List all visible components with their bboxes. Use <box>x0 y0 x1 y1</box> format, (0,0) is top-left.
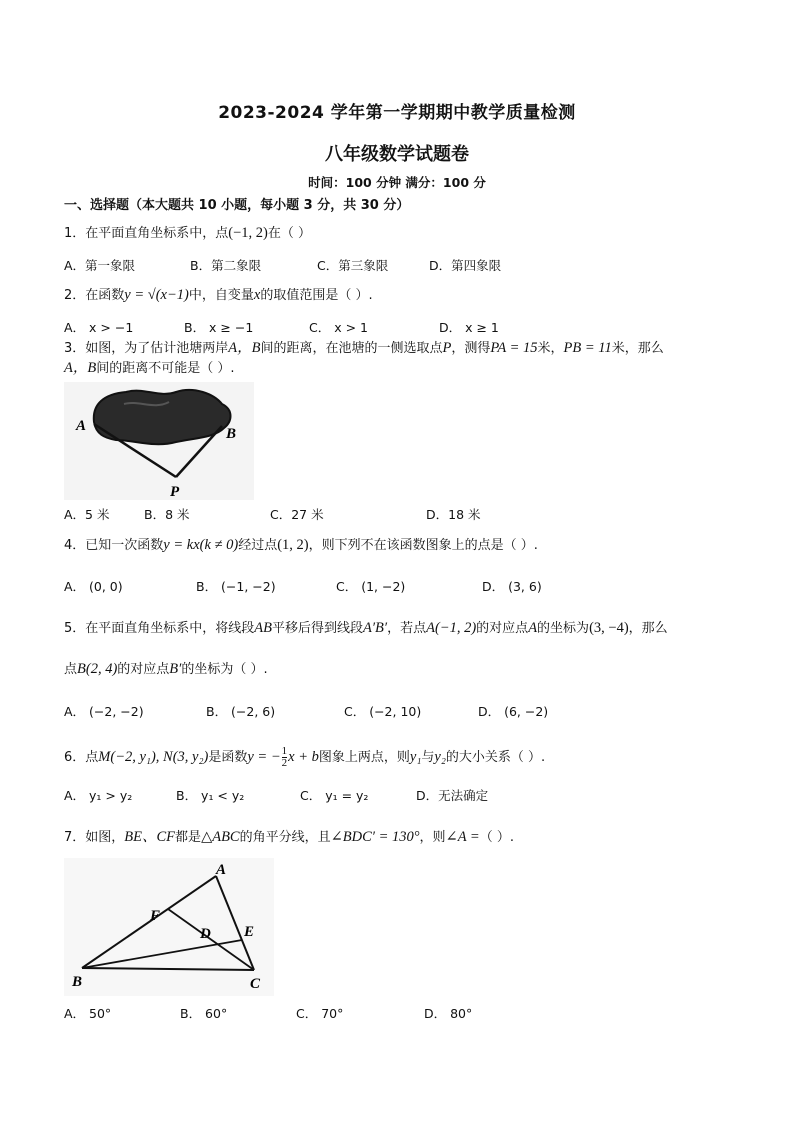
triangle-figure <box>64 858 274 996</box>
math-var: y₁ <box>409 749 422 765</box>
option-a[interactable]: A．5 米 <box>64 507 110 522</box>
question-5-line-1 <box>64 618 668 639</box>
question-text: 在平面直角坐标系中，点 <box>85 226 229 241</box>
question-3-line-2 <box>64 358 234 379</box>
question-4-options <box>64 577 744 597</box>
question-number: 6． <box>64 750 86 765</box>
option-d[interactable]: D．无法确定 <box>416 788 489 803</box>
question-text: 的对应点 <box>117 662 170 677</box>
math-point: (1, 2) <box>277 537 309 553</box>
option-b[interactable]: B． (−1, −2) <box>196 579 276 594</box>
math-formula: PB = 11 <box>563 340 612 356</box>
math-point: M(−2, y₁), N(3, y₂) <box>98 749 209 765</box>
question-5-line-2 <box>64 659 268 680</box>
math-var: A′B′ <box>363 620 388 636</box>
question-text: 在平面直角坐标系中，将线段 <box>85 621 255 636</box>
option-a[interactable]: A． y₁ > y₂ <box>64 788 133 803</box>
math-formula: ∠A = <box>445 829 480 845</box>
option-a[interactable]: A． (−2, −2) <box>64 704 144 719</box>
question-text: ，若点 <box>387 621 427 636</box>
option-c[interactable]: C． y₁ = y₂ <box>300 788 369 803</box>
option-d[interactable]: D． 80° <box>424 1006 473 1021</box>
math-formula: PA = 15 <box>490 340 538 356</box>
question-1-options <box>64 256 744 276</box>
math-point: B(2, 4) <box>77 661 118 677</box>
math-var: A <box>528 620 538 636</box>
math-formula: ∠BDC′ = 130° <box>330 829 420 845</box>
math-formula: y = − <box>247 749 281 765</box>
question-text: 间的距离不可能是（ ）. <box>96 361 235 376</box>
question-text: 在（ ） <box>267 226 312 241</box>
question-text: 米， <box>537 341 564 356</box>
question-number: 3． <box>64 341 86 356</box>
math-formula: y = √(x−1) <box>124 287 189 303</box>
question-text: 的对应点 <box>476 621 529 636</box>
label-e: E <box>244 924 255 940</box>
exam-meta: 时间：100 分钟 满分：100 分 <box>308 175 486 190</box>
math-var: B′ <box>169 661 182 677</box>
question-number: 2． <box>64 288 86 303</box>
section-heading: 一、选择题（本大题共 10 小题，每小题 3 分，共 30 分） <box>64 198 410 213</box>
option-c[interactable]: C．第三象限 <box>317 258 389 273</box>
option-c[interactable]: C．27 米 <box>270 507 324 522</box>
question-2 <box>64 285 373 306</box>
question-text: 的坐标为 <box>537 621 590 636</box>
question-text: 与 <box>421 750 435 765</box>
label-c: C <box>250 976 261 992</box>
label-b: B <box>226 426 237 442</box>
question-text: 的坐标为（ ）. <box>181 662 268 677</box>
math-var: y₂ <box>434 749 446 765</box>
question-text: 如图，为了估计池塘两岸 <box>85 341 229 356</box>
option-a[interactable]: A．第一象限 <box>64 258 136 273</box>
question-3-options <box>64 505 744 525</box>
question-number: 7． <box>64 830 86 845</box>
math-var: AB <box>254 620 273 636</box>
option-b[interactable]: B．8 米 <box>144 507 190 522</box>
question-text: ，测得 <box>451 341 491 356</box>
option-d[interactable]: D．第四象限 <box>429 258 502 273</box>
question-text: （ ）. <box>479 830 514 845</box>
label-b: B <box>72 974 83 990</box>
option-a[interactable]: A． 50° <box>64 1006 112 1021</box>
fraction-one-half <box>282 746 288 769</box>
question-2-options <box>64 318 744 338</box>
label-p: P <box>170 484 180 500</box>
fraction-denominator: 2 <box>281 757 288 769</box>
question-text: ，则下列不在该函数图象上的点是（ ）. <box>308 538 538 553</box>
option-c[interactable]: C． (−2, 10) <box>344 704 422 719</box>
question-text: 中，自变量 <box>188 288 254 303</box>
question-3-line-1 <box>64 338 664 359</box>
option-b[interactable]: B． y₁ < y₂ <box>176 788 245 803</box>
question-text: 平移后得到线段 <box>272 621 364 636</box>
math-var: P <box>442 340 452 356</box>
option-d[interactable]: D． (3, 6) <box>482 579 542 594</box>
question-number: 5． <box>64 621 86 636</box>
question-6-options <box>64 786 744 806</box>
question-text: 都是 <box>175 830 202 845</box>
math-point: (3, −4) <box>589 620 629 636</box>
question-number: 4． <box>64 538 86 553</box>
math-formula: △ABC <box>201 829 240 845</box>
option-d[interactable]: D．18 米 <box>426 507 481 522</box>
option-c[interactable]: C． x > 1 <box>309 320 368 335</box>
question-text: 的取值范围是（ ）. <box>260 288 373 303</box>
question-6 <box>64 744 545 771</box>
question-text: 点 <box>64 662 78 677</box>
math-formula: y = kx(k ≠ 0) <box>163 537 239 553</box>
question-text: 米，那么 <box>611 341 664 356</box>
exam-title: 2023-2024 学年第一学期期中教学质量检测 <box>218 103 576 123</box>
option-b[interactable]: B．第二象限 <box>190 258 262 273</box>
question-number: 1． <box>64 226 86 241</box>
question-5-options <box>64 702 744 722</box>
option-a[interactable]: A． x > −1 <box>64 320 134 335</box>
question-text: 图象上两点，则 <box>318 750 410 765</box>
question-text: ，那么 <box>628 621 668 636</box>
option-a[interactable]: A． (0, 0) <box>64 579 123 594</box>
pond-figure <box>64 382 254 500</box>
math-point: A(−1, 2) <box>426 620 477 636</box>
question-text: 经过点 <box>238 538 278 553</box>
option-c[interactable]: C． 70° <box>296 1006 344 1021</box>
question-4 <box>64 535 538 556</box>
math-var: BE、CF <box>124 829 176 845</box>
option-d[interactable]: D． x ≥ 1 <box>439 320 499 335</box>
label-d: D <box>200 926 211 942</box>
question-text: 的大小关系（ ）. <box>445 750 546 765</box>
question-text: 如图， <box>85 830 125 845</box>
math-var: A，B <box>228 340 261 356</box>
math-var: A，B <box>64 360 97 376</box>
question-text: 点 <box>85 750 99 765</box>
label-a: A <box>76 418 87 434</box>
option-b[interactable]: B． x ≥ −1 <box>184 320 254 335</box>
option-b[interactable]: B． 60° <box>180 1006 228 1021</box>
exam-subtitle: 八年级数学试题卷 <box>325 144 469 165</box>
fraction-numerator: 1 <box>281 745 288 757</box>
option-b[interactable]: B． (−2, 6) <box>206 704 276 719</box>
question-text: ，则 <box>419 830 446 845</box>
question-7 <box>64 827 514 848</box>
label-f: F <box>150 908 161 924</box>
question-text: 已知一次函数 <box>85 538 164 553</box>
question-text: 间的距离，在池塘的一侧选取点 <box>260 341 443 356</box>
question-1 <box>64 223 311 244</box>
label-a: A <box>216 862 227 878</box>
option-c[interactable]: C． (1, −2) <box>336 579 406 594</box>
math-var: x <box>253 287 261 303</box>
question-text: 的角平分线，且 <box>239 830 331 845</box>
math-point: (−1, 2) <box>228 225 268 241</box>
question-text: 在函数 <box>85 288 125 303</box>
option-d[interactable]: D． (6, −2) <box>478 704 549 719</box>
question-text: 是函数 <box>208 750 248 765</box>
math-formula: x + b <box>288 749 319 765</box>
question-7-options <box>64 1004 744 1024</box>
